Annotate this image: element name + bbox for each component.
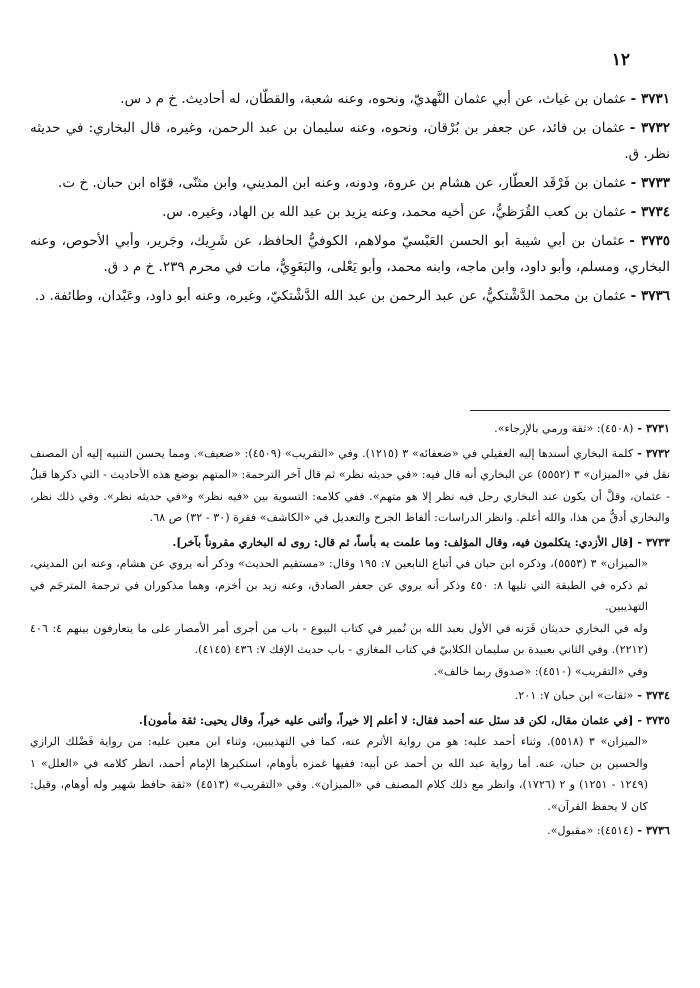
footnote <box>30 685 670 707</box>
footnote-number: ٣٧٣٣ - <box>637 534 670 549</box>
footnote-number: ٣٧٣٦ - <box>637 823 670 837</box>
footnote <box>30 820 670 842</box>
footnote <box>30 710 670 818</box>
entry <box>30 115 670 167</box>
entry <box>30 283 670 309</box>
entry-text: عثمان بن فَرْقَد العطّار، عن هشام بن عروة، ودونه، وعنه ابن المديني، وابن مثنّى، قوّاه ابن حبان. خ ت. <box>58 175 627 191</box>
entry <box>30 170 670 196</box>
footnote-paragraph: «الميزان» ٣ (٥٥١٨). وثناء أحمد عليه: هو من رواية الأثرم عنه، كما في التهذيبين، وثناء ابن معين عليه: من رواية فَضْلك الرازي والحسين بن حبان، عنه. أما رواية عبد الله بن أحمد عن أبيه: ففيها غمزه بأوهام، استكبرها الإمام أحمد، انظر كلامه في «العلل» ١ (١٢٤٩ - ١٢٥١) و ٢ (١٧٢٦)، وانظر مع ذلك كلام المصنف في «الميزان». وفي «التقريب» (٤٥١٣) «ثقة حافظ شهير وله أوهام، وقيل: كان لا يحفظ القرآن». <box>30 735 649 813</box>
footnote-number: ٣٧٣٢ - <box>637 445 671 460</box>
footnote-text: (٤٥١٤): «مقبول». <box>547 824 634 837</box>
entry <box>30 199 670 225</box>
entry-number: ٣٧٣٥ - <box>629 233 671 249</box>
footnote <box>30 418 670 440</box>
entry-text: عثمان بن غياث، عن أبي عثمان النَّهديّ، ونحوه، وعنه شعبة، والقطّان، له أحاديث. خ م د س. <box>120 91 627 107</box>
footnote-number: ٣٧٣٥ - <box>637 712 670 727</box>
footnote-paragraph: «الميزان» ٣ (٥٥٥٣)، وذكره ابن حبان في أتباع التابعين ٧: ١٩٥ وقال: «مستقيم الحديث» وذكر أنه يروي عن هشام، وعنه ابن المديني، ثم ذكره في الطبقة التي تليها ٨: ٤٥٠ وذكر أنه يروي عن جعفر الصادق، وعنه زيد بن أخزم، وهما مذكوران في ترجمة المترجَم في التهذيبين. <box>30 557 649 613</box>
page-number: ١٢ <box>611 50 630 70</box>
footnote-number: ٣٧٣١ - <box>637 421 670 435</box>
footnote-number: ٣٧٣٤ - <box>637 688 670 702</box>
footnote-text: [في عثمان مقال، لكن قد سئل عنه أحمد فقال: لا أعلم إلا خيراً، وأثنى عليه خيراً، وقال يحيى: ثقة مأمون]. <box>138 712 634 727</box>
footnotes <box>30 418 670 845</box>
entry-text: عثمان بن محمد الدَّشْتكيُّ، عن عبد الرحمن بن عبد الله الدَّشْتكيّ، وغيره، وعنه أبو داود، وعَبْدان، وطائفة. د. <box>34 288 627 304</box>
footnote-paragraph: وله في البخاري حديثان قَرَنه في الأول بعبد الله بن نُمير في كتاب البيوع - باب من أجرى أمر الأمصار على ما يتعارفون بينهم ٤: ٤٠٦ (٢٢١٢). وفي الثاني بعبيدة بن سليمان الكلابيّ في كتاب المغازي - باب حديث الإفك ٧: ٤٣٦ (٤١٤٥). <box>30 621 649 656</box>
entry-number: ٣٧٣١ - <box>630 91 670 107</box>
footnote-separator <box>470 410 670 411</box>
entry-number: ٣٧٣٤ - <box>630 204 670 220</box>
entry-text: عثمان بن فائد، عن جعفر بن بُرْقان، ونحوه، وعنه سليمان بن عبد الرحمن، وغيره، قال البخاري: في حديثه نظر. ق. <box>30 120 670 162</box>
entry-text: عثمان بن أبي شيبة أبو الحسن العَبْسيّ مولاهم، الكوفيُّ الحافظ، عن شَرِيك، وجَرير، وأبي الأحوص، وعنه البخاري، ومسلم، وأبو داود، وابن ماجه، وابنه محمد، وأبو يَعْلى، والبَغَوِيُّ، مات في محرم ٢٣٩. خ م د ق. <box>30 233 670 275</box>
footnote-paragraph: وفي «التقريب» (٤٥١٠): «صدوق ربما خالف». <box>433 664 648 678</box>
entry-number: ٣٧٣٣ - <box>630 175 670 191</box>
footnote <box>30 532 670 683</box>
entry-number: ٣٧٣٦ - <box>630 288 670 304</box>
footnote-text: «ثقات» ابن حبان ٧: ٢٠١. <box>514 689 634 702</box>
footnote-text: (٤٥٠٨): «ثقة ورمي بالإرجاء». <box>494 422 634 435</box>
entry <box>30 86 670 112</box>
entry-number: ٣٧٣٢ - <box>629 120 670 136</box>
footnote <box>30 443 670 529</box>
main-text <box>30 86 670 312</box>
footnote-text: كلمة البخاري أسندها إليه العقيلي في «ضعفائه» ٣ (١٢١٥). وفي «التقريب» (٤٥٠٩): «ضعيف». ومما يحسن التنبيه إليه أن المصنف نقل في «الميزان» ٣ (٥٥٥٢) عن البخاري أنه قال فيه: «في حديثه نظر» ثم قال آخر الترجمة: «المتهم بوضع هذه الأحاديث - التي ذكرها قبلُ - عثمان، وقلَّ أن يكون عند البخاري رجل فيه نظر إلا هو متهم». ففي كلامه: التسوية بين «فيه نظر» و«في حديثه نظر». وفي ذلك نظر، والبخاري أدقُّ من هذا، والله أعلم. وانظر الدراسات: ألفاظ الجرح والتعديل في «الكاشف» فقرة (٣٠ - ٣٢) ص ٦٨. <box>30 446 670 524</box>
footnote-text: [قال الأزدي: يتكلمون فيه، وقال المؤلف: وما علمت به بأساً، ثم قال: روى له البخاري مقروناً بآخر]. <box>172 534 634 549</box>
entry-text: عثمان بن كعب القُرَظيُّ، عن أخيه محمد، وعنه يزيد بن عبد الله بن الهاد، وغيره. س. <box>162 204 627 220</box>
entry <box>30 228 670 280</box>
